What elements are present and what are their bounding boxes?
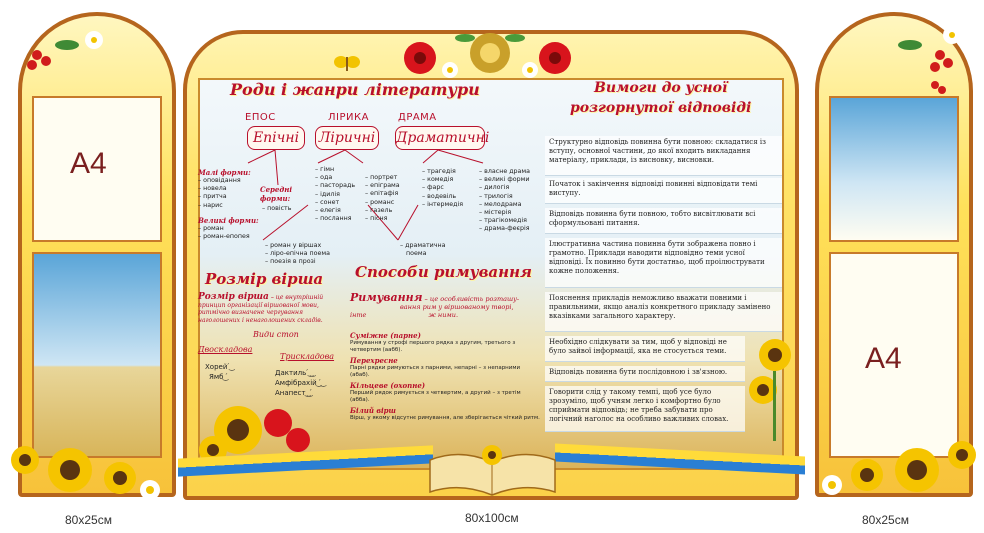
- open-book-icon: [425, 440, 560, 500]
- drama-list-2: [479, 168, 530, 234]
- meter-two-list: [205, 362, 232, 382]
- list-item: – газель: [365, 206, 393, 214]
- genre-header-drama: ДРАМА: [398, 112, 437, 123]
- right-size-label: 80x25см: [862, 513, 909, 527]
- rhyme-type-name: Білий вірш: [350, 406, 396, 415]
- rhyme-definition-block: [350, 291, 540, 319]
- list-item: Дактиль ́ ͜ ͜: [275, 369, 313, 377]
- requirements-title-line1: Вимоги до усної: [594, 80, 728, 96]
- list-item: – повість: [262, 205, 292, 212]
- list-item: – драма-феєрія: [479, 225, 530, 233]
- drama-list-1: [422, 168, 463, 209]
- pill-epic: Епічні: [247, 126, 305, 150]
- requirement-item: Відповідь повинна бути послідовною і зв'язною.: [545, 366, 745, 382]
- meter-definition-term: Розмір вірша: [198, 292, 269, 302]
- list-item: – притча: [198, 193, 227, 201]
- meter-definition-block: [198, 294, 338, 324]
- meter-two-syllable: Двоскладова: [198, 345, 253, 354]
- list-item: – пісня: [365, 215, 388, 223]
- list-item: – епіграма: [365, 182, 400, 190]
- list-item: – фарс: [422, 184, 444, 192]
- meter-three-syllable: Трискладова: [280, 352, 335, 361]
- list-item: Анапест ͜ ͜ ́: [275, 389, 313, 397]
- list-item: – водевіль: [422, 192, 457, 200]
- list-item: – трилогія: [479, 192, 513, 200]
- list-item: – роман у віршах: [265, 242, 322, 249]
- list-item: – нарис: [198, 201, 223, 209]
- sunflowers-right-icon: [745, 335, 805, 445]
- list-item: – драматична: [400, 242, 446, 249]
- epic-medium-title: Середні форми:: [260, 185, 293, 203]
- list-item: – роман-епопея: [198, 233, 250, 241]
- genre-header-lyric: ЛІРИКА: [328, 112, 369, 123]
- requirement-item: Пояснення прикладів неможливо вважати повними і правильними, якщо аналіз конкретного прикладу замінено вказівками загального характеру.: [545, 292, 782, 332]
- requirement-item: Ілюстративна частина повинна бути зображена повно і грамотно. Приклади наводити відповідно теми усної відповіді. Їх повинно бути достатньо, щоб проілюструвати кожне положення.: [545, 238, 782, 288]
- top-flower-ornament-icon: [390, 18, 590, 88]
- list-item: – трагікомедія: [479, 217, 527, 225]
- rhyme-type-text: Перший рядок римується з четвертим, а другий – з третім (абба).: [350, 390, 521, 403]
- list-item: – містерія: [479, 209, 512, 217]
- rhyme-type-name: Суміжне (парне): [350, 331, 421, 340]
- rhyme-definition-c: інте: [350, 311, 367, 319]
- rhyme-definition-d: ж ними.: [428, 311, 459, 319]
- list-item: Ямб ͜ ́: [209, 373, 228, 381]
- epic-small-forms-list: [198, 177, 241, 210]
- rhyme-type: [350, 331, 540, 354]
- list-item: – гімн: [315, 166, 335, 173]
- requirement-item: Говорити слід у такому темпі, щоб усе було зрозуміло, щоб учням легко і комфортно було сприймати відповідь; не треба забувати про логічний наголос на особливо важливих словах.: [545, 386, 745, 432]
- list-item: – ліро-епічна поема: [265, 250, 330, 258]
- requirement-item: Початок і закінчення відповіді повинні відповідати темі виступу.: [545, 178, 782, 204]
- list-item: – власне драма: [479, 168, 531, 175]
- rhyme-type-text: Римування у строфі першого рядка з другим, третього з четвертим (аабб).: [350, 340, 516, 353]
- list-item: – ода: [315, 174, 333, 182]
- meter-title: Розмір вірша: [205, 270, 324, 288]
- rhyme-type: [350, 381, 540, 404]
- center-size-label: 80x100см: [465, 511, 519, 525]
- epic-large-title: Великі форми:: [198, 216, 259, 225]
- rhyme-type: [350, 356, 540, 379]
- lyric-list-2: [365, 174, 400, 223]
- requirement-item: Необхідно слідкувати за тим, щоб у відповіді не було зайвої інформації, яка не стосується теми.: [545, 336, 745, 362]
- list-item: – пасторадь: [315, 182, 356, 190]
- list-item: – новела: [198, 185, 227, 193]
- meter-three-list: [275, 368, 323, 398]
- list-item: – послання: [315, 215, 352, 223]
- list-item: – дилогія: [479, 184, 510, 192]
- list-item: – трагедія: [422, 168, 456, 175]
- list-item: – оповідання: [198, 177, 241, 184]
- lyro-drama-list: [400, 242, 445, 258]
- pill-drama: Драматичні: [395, 126, 485, 150]
- list-item: – ідилія: [315, 190, 340, 198]
- rhyme-definition-b: вання рим у віршованому творі,: [400, 303, 514, 311]
- rhyme-type: [350, 406, 540, 422]
- list-item: – романс: [365, 198, 395, 206]
- list-item: – портрет: [365, 174, 398, 181]
- list-item: Амфібрахій ͜ ́ ͜: [275, 379, 324, 387]
- meter-kinds-label: Види стоп: [253, 330, 299, 339]
- epic-large-list: [198, 225, 250, 241]
- lyro-epic-list: [265, 242, 330, 267]
- list-item: – мелодрама: [479, 200, 522, 208]
- list-item: – роман: [198, 225, 224, 232]
- rhyme-types: [350, 331, 540, 422]
- list-item: – епітафія: [365, 190, 399, 198]
- butterfly-icon: [333, 52, 361, 76]
- rhyme-type-name: Кільцеве (охопне): [350, 381, 426, 390]
- left-panel-flowers-icon: [0, 420, 170, 510]
- rhyme-type-text: Парні рядки римуються з парними, непарні – з непарними (абаб).: [350, 365, 521, 378]
- pill-lyric: Ліричні: [315, 126, 379, 150]
- genre-header-epic: ЕПОС: [245, 112, 276, 123]
- requirement-item: Структурно відповідь повинна бути повною: складатися із вступу, основної частини, до якої входить викладання матеріалу, приклади, із висновку, висновки.: [545, 136, 782, 176]
- left-berry-ornament-icon: [22, 15, 112, 75]
- left-size-label: 80x25см: [65, 513, 112, 527]
- list-item: поема: [406, 250, 427, 258]
- genres-title: Роди і жанри літератури: [230, 80, 480, 99]
- epic-medium-list: [262, 205, 291, 213]
- right-panel-flowers-icon: [812, 425, 982, 510]
- lyric-list-1: [315, 166, 355, 223]
- rhyme-definition-term: Римування: [350, 291, 423, 304]
- right-berry-ornament-icon: [880, 15, 970, 95]
- right-top-window: [829, 96, 959, 242]
- rhyme-type-name: Перехресне: [350, 356, 398, 365]
- list-item: – комедія: [422, 176, 454, 184]
- requirements-title-line2: розгорнутої відповіді: [570, 100, 752, 116]
- list-item: – елегія: [315, 207, 341, 215]
- meter-definition-text: – це внутрішній принцип організації віршованої мови, ритмічно визначене чергування наголошених і ненаголошених складів.: [198, 294, 324, 324]
- list-item: – сонет: [315, 198, 340, 206]
- list-item: – великі форми: [479, 176, 530, 184]
- rhyme-title: Способи римування: [355, 263, 532, 281]
- epic-small-forms-title: Малі форми:: [198, 168, 251, 177]
- rhyme-definition-a: – це особливість розташу-: [424, 295, 520, 303]
- left-a4-label: A4: [70, 147, 107, 180]
- right-a4-label: A4: [865, 342, 902, 375]
- list-item: – поезія в прозі: [265, 258, 316, 266]
- rhyme-type-text: Вірш, у якому відсутнє римування, але зберігається чіткий ритм.: [350, 415, 540, 421]
- list-item: – інтермедія: [422, 200, 464, 208]
- requirement-item: Відповідь повинна бути повною, тобто висвітлювати всі сформульовані питання.: [545, 208, 782, 234]
- list-item: Хорей ́ ͜: [205, 363, 232, 371]
